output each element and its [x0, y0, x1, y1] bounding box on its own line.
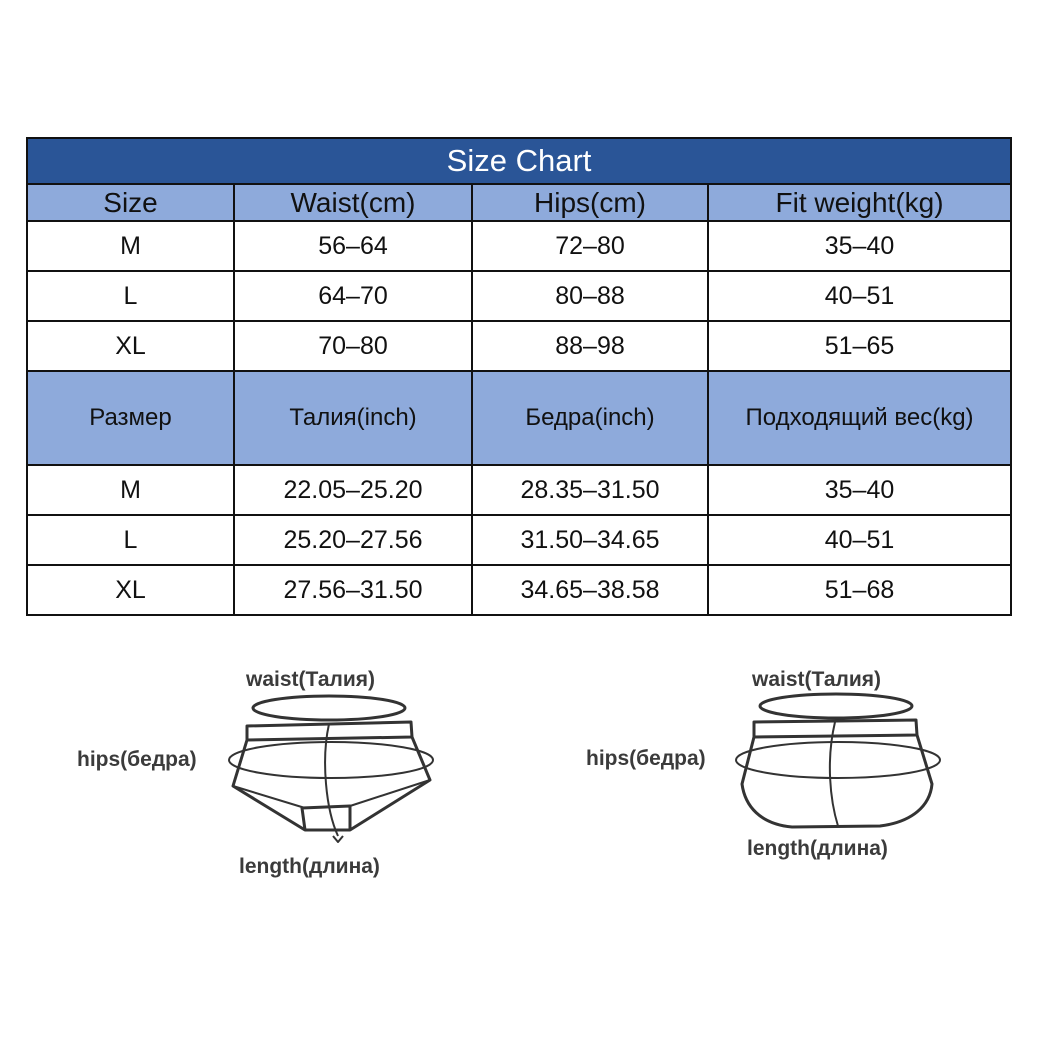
table-cell: 22.05–25.20	[234, 465, 472, 515]
table-cell: 35–40	[708, 221, 1011, 271]
table-cell: L	[27, 271, 234, 321]
table-cell: 51–68	[708, 565, 1011, 615]
table-cell: 80–88	[472, 271, 708, 321]
header-cell: Талия(inch)	[234, 371, 472, 465]
waist-label: waist(Талия)	[752, 668, 881, 691]
table-cell: XL	[27, 565, 234, 615]
table-cell: 31.50–34.65	[472, 515, 708, 565]
table-cell: 35–40	[708, 465, 1011, 515]
length-label: length(длина)	[239, 855, 380, 878]
length-label: length(длина)	[747, 837, 888, 860]
header-cell: Hips(cm)	[472, 184, 708, 221]
table-cell: 34.65–38.58	[472, 565, 708, 615]
table-cell: 56–64	[234, 221, 472, 271]
table-cell: 64–70	[234, 271, 472, 321]
table-cell: 27.56–31.50	[234, 565, 472, 615]
table-cell: 25.20–27.56	[234, 515, 472, 565]
table-cell: 51–65	[708, 321, 1011, 371]
table-cell: 40–51	[708, 515, 1011, 565]
hips-label: hips(бедра)	[77, 748, 197, 771]
header-cell: Size	[27, 184, 234, 221]
table-cell: 40–51	[708, 271, 1011, 321]
header-cell: Размер	[27, 371, 234, 465]
hips-label: hips(бедра)	[586, 747, 706, 770]
header-cell: Waist(cm)	[234, 184, 472, 221]
table-cell: M	[27, 221, 234, 271]
table-cell: XL	[27, 321, 234, 371]
table-cell: 28.35–31.50	[472, 465, 708, 515]
header-cell: Бедра(inch)	[472, 371, 708, 465]
table-cell: L	[27, 515, 234, 565]
table-cell: 88–98	[472, 321, 708, 371]
table-cell: 72–80	[472, 221, 708, 271]
header-cell: Подходящий вес(kg)	[708, 371, 1011, 465]
table-cell: M	[27, 465, 234, 515]
waist-label: waist(Талия)	[246, 668, 375, 691]
table-cell: 70–80	[234, 321, 472, 371]
chart-title: Size Chart	[27, 138, 1011, 184]
header-cell: Fit weight(kg)	[708, 184, 1011, 221]
